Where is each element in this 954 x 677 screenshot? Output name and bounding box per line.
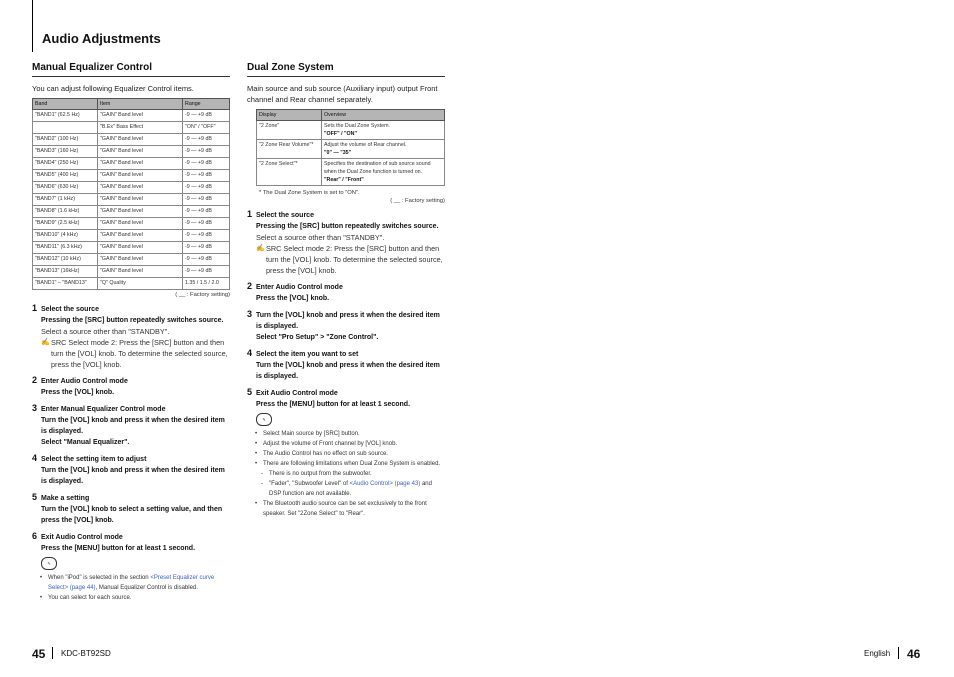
- table-cell: "GAIN" Band level: [98, 170, 183, 182]
- table-cell: "BAND1" (62.5 Hz): [33, 110, 98, 122]
- step-number: 2: [32, 375, 38, 385]
- step-instruction: Turn the [VOL] knob and press it when the desired item is displayed.: [41, 417, 225, 435]
- table-cell: -9 — +9 dB: [183, 218, 230, 230]
- table-cell: "GAIN" Band level: [98, 254, 183, 266]
- table-cell: "BAND11" (6.3 kHz): [33, 242, 98, 254]
- header-rule: [32, 0, 33, 52]
- table-row: [257, 121, 445, 140]
- table-row: [33, 230, 230, 242]
- step-title: Turn the [VOL] knob and press it when the desired item is displayed.: [256, 312, 440, 330]
- pencil-icon: ✍: [41, 339, 50, 346]
- factory-setting-note: ( __ : Factory setting): [175, 292, 230, 298]
- table-cell: [322, 121, 445, 140]
- left-column: [32, 62, 230, 603]
- step: [247, 388, 445, 410]
- table-cell: "BAND6" (630 Hz): [33, 182, 98, 194]
- table-cell: -9 — +9 dB: [183, 194, 230, 206]
- table-header: Range: [183, 99, 230, 110]
- table-cell: "BAND3" (160 Hz): [33, 146, 98, 158]
- page-number-right: 46: [907, 647, 921, 661]
- left-notes: [32, 573, 230, 603]
- language-label: English: [864, 649, 891, 658]
- table-cell: -9 — +9 dB: [183, 170, 230, 182]
- dual-zone-intro: Main source and sub source (Auxiliary input) output Front channel and Rear channel separately.: [247, 84, 438, 104]
- step-instruction: Select "Pro Setup" > "Zone Control".: [256, 334, 379, 341]
- table-cell: -9 — +9 dB: [183, 158, 230, 170]
- table-header: Item: [98, 99, 183, 110]
- table-cell: "GAIN" Band level: [98, 206, 183, 218]
- table-cell: "GAIN" Band level: [98, 218, 183, 230]
- table-cell: "2 Zone": [257, 121, 322, 140]
- step-title: Select the item you want to set: [256, 351, 359, 358]
- note-item: • There are following limitations when Dual Zone System is enabled.: [263, 459, 445, 469]
- table-cell: -9 — +9 dB: [183, 206, 230, 218]
- table-row: [33, 218, 230, 230]
- note-subitem: - "Fader", "Subwoofer Level" of <Audio Control> (page 43) and DSP function are not available.: [263, 479, 445, 499]
- table-row: [33, 254, 230, 266]
- table-row: [33, 122, 230, 134]
- step-instruction: Press the [MENU] button for at least 1 second.: [41, 545, 196, 552]
- step-number: 1: [32, 303, 38, 313]
- table-cell: "BAND8" (1.6 kHz): [33, 206, 98, 218]
- note-item: • When "iPod" is selected in the section <Preset Equalizer curve Select> (page 44), Manual Equalizer Control is disabled.: [48, 573, 230, 593]
- equalizer-intro: You can adjust following Equalizer Control items.: [32, 84, 194, 93]
- table-cell: "BAND13" (16kHz): [33, 266, 98, 278]
- pencil-icon: ✍: [256, 245, 265, 252]
- table-cell: [322, 159, 445, 186]
- step-number: 6: [32, 531, 38, 541]
- note-item: • The Bluetooth audio source can be set exclusively to the front speaker. Set "2Zone Select" to "Rear".: [263, 499, 445, 519]
- dual-zone-footnote: * The Dual Zone System is set to "ON".: [259, 190, 360, 196]
- footer-divider: [898, 647, 899, 659]
- table-cell: "BAND12" (10 kHz): [33, 254, 98, 266]
- table-cell: "BAND2" (100 Hz): [33, 134, 98, 146]
- memo-icon: ✎: [41, 557, 57, 570]
- overview-values: "Rear" / "Front": [324, 177, 364, 183]
- step-title: Enter Manual Equalizer Control mode: [41, 406, 166, 413]
- step-instruction: Select "Manual Equalizer".: [41, 439, 130, 446]
- table-row: [33, 110, 230, 122]
- step-instruction: Turn the [VOL] knob and press it when the desired item is displayed.: [256, 362, 440, 380]
- table-cell: "GAIN" Band level: [98, 194, 183, 206]
- step-number: 2: [247, 281, 253, 291]
- table-cell: "BAND1" – "BAND13": [33, 278, 98, 290]
- step-instruction: Turn the [VOL] knob and press it when the desired item is displayed.: [41, 467, 225, 485]
- note-subitem: - There is no output from the subwoofer.: [263, 469, 445, 479]
- step-number: 3: [247, 309, 253, 319]
- step-number: 5: [247, 387, 253, 397]
- step-title: Enter Audio Control mode: [41, 378, 128, 385]
- table-cell: -9 — +9 dB: [183, 242, 230, 254]
- section-heading-dual-zone: Dual Zone System: [247, 62, 445, 77]
- step: [32, 493, 230, 526]
- table-row: [33, 206, 230, 218]
- step: [32, 532, 230, 554]
- step-text: Select a source other than "STANDBY".: [41, 327, 170, 336]
- table-cell: "BAND4" (250 Hz): [33, 158, 98, 170]
- step: [247, 282, 445, 304]
- table-cell: "2 Zone Select"*: [257, 159, 322, 186]
- step: [32, 404, 230, 448]
- step-title: Exit Audio Control mode: [41, 534, 123, 541]
- table-row: [33, 134, 230, 146]
- dual-zone-table: [256, 109, 445, 186]
- preset-equalizer-link[interactable]: <Preset Equalizer curve Select> (page 44): [48, 575, 215, 591]
- overview-text: Specifies the destination of sub source sound when the Dual Zone function is turned on.: [324, 161, 431, 175]
- step-note-text: SRC Select mode 2: Press the [SRC] button and then turn the [VOL] knob. To determine the selected source, press the [VOL] knob.: [266, 244, 443, 275]
- table-cell: "ON" / "OFF": [183, 122, 230, 134]
- table-cell: "BAND5" (400 Hz): [33, 170, 98, 182]
- table-cell: "GAIN" Band level: [98, 266, 183, 278]
- step-title: Select the source: [41, 306, 99, 313]
- table-row: [33, 170, 230, 182]
- table-cell: "BAND7" (1 kHz): [33, 194, 98, 206]
- step-instruction: Pressing the [SRC] button repeatedly switches source.: [256, 223, 439, 230]
- footer-divider: [52, 647, 53, 659]
- table-cell: "BAND10" (4 kHz): [33, 230, 98, 242]
- step-title: Enter Audio Control mode: [256, 284, 343, 291]
- step-number: 4: [247, 348, 253, 358]
- table-cell: "GAIN" Band level: [98, 242, 183, 254]
- table-cell: -9 — +9 dB: [183, 266, 230, 278]
- step-title: Select the setting item to adjust: [41, 456, 147, 463]
- note-item: • The Audio Control has no effect on sub source.: [263, 449, 445, 459]
- table-cell: [33, 122, 98, 134]
- table-cell: -9 — +9 dB: [183, 230, 230, 242]
- step-note: [41, 337, 230, 370]
- table-cell: "GAIN" Band level: [98, 158, 183, 170]
- step-title: Exit Audio Control mode: [256, 390, 338, 397]
- step: [32, 376, 230, 398]
- table-row: [33, 278, 230, 290]
- table-cell: "GAIN" Band level: [98, 134, 183, 146]
- right-steps: [247, 210, 445, 410]
- table-row: [257, 159, 445, 186]
- step-instruction: Press the [MENU] button for at least 1 second.: [256, 401, 411, 408]
- step-instruction: Press the [VOL] knob.: [41, 389, 115, 396]
- table-cell: "Q" Quality: [98, 278, 183, 290]
- step-note: [256, 243, 445, 276]
- overview-text: Adjust the volume of Rear channel.: [324, 142, 407, 148]
- table-cell: 1.35 / 1.5 / 2.0: [183, 278, 230, 290]
- step-title: Make a setting: [41, 495, 90, 502]
- table-row: [33, 266, 230, 278]
- note-item: • Select Main source by [SRC] button.: [263, 429, 445, 439]
- step: [247, 310, 445, 343]
- page-title: Audio Adjustments: [42, 31, 161, 46]
- audio-control-link[interactable]: <Audio Control> (page 43): [349, 481, 421, 487]
- step-text: Select a source other than "STANDBY".: [256, 233, 385, 242]
- step: [247, 349, 445, 382]
- page-number-left: 45: [32, 647, 46, 661]
- table-header: Band: [33, 99, 98, 110]
- left-steps: [32, 304, 230, 554]
- table-row: [33, 194, 230, 206]
- right-column: [247, 62, 445, 519]
- equalizer-table: [32, 98, 230, 290]
- table-row: [257, 140, 445, 159]
- step: [32, 454, 230, 487]
- step-instruction: Pressing the [SRC] button repeatedly switches source.: [41, 317, 224, 324]
- table-row: [33, 158, 230, 170]
- overview-values: "OFF" / "ON": [324, 131, 357, 137]
- table-cell: -9 — +9 dB: [183, 146, 230, 158]
- table-cell: -9 — +9 dB: [183, 182, 230, 194]
- table-cell: "B.Ex" Bass Effect: [98, 122, 183, 134]
- table-cell: "GAIN" Band level: [98, 230, 183, 242]
- right-notes: [247, 429, 445, 519]
- table-cell: -9 — +9 dB: [183, 254, 230, 266]
- table-cell: "GAIN" Band level: [98, 182, 183, 194]
- table-row: [33, 146, 230, 158]
- memo-icon: ✎: [256, 413, 272, 426]
- step-note-text: SRC Select mode 2: Press the [SRC] button and then turn the [VOL] knob. To determine the selected source, press the [VOL] knob.: [51, 338, 228, 369]
- table-row: [33, 182, 230, 194]
- table-header: Overview: [322, 110, 445, 121]
- step-number: 5: [32, 492, 38, 502]
- note-item: • You can select for each source.: [48, 593, 230, 603]
- step-instruction: Turn the [VOL] knob to select a setting value, and then press the [VOL] knob.: [41, 506, 223, 524]
- note-item: • Adjust the volume of Front channel by [VOL] knob.: [263, 439, 445, 449]
- table-cell: "GAIN" Band level: [98, 146, 183, 158]
- step: [32, 304, 230, 370]
- model-number: KDC-BT92SD: [61, 649, 111, 658]
- step-title: Select the source: [256, 212, 314, 219]
- step-number: 3: [32, 403, 38, 413]
- table-cell: -9 — +9 dB: [183, 110, 230, 122]
- table-header: Display: [257, 110, 322, 121]
- overview-text: Sets the Dual Zone System.: [324, 123, 390, 129]
- table-cell: -9 — +9 dB: [183, 134, 230, 146]
- factory-setting-note: ( __ : Factory setting): [390, 198, 445, 204]
- section-heading-equalizer: Manual Equalizer Control: [32, 62, 230, 77]
- table-cell: "GAIN" Band level: [98, 110, 183, 122]
- table-cell: [322, 140, 445, 159]
- table-row: [33, 242, 230, 254]
- step-number: 4: [32, 453, 38, 463]
- table-cell: "2 Zone Rear Volume"*: [257, 140, 322, 159]
- step-instruction: Press the [VOL] knob.: [256, 295, 330, 302]
- step: [247, 210, 445, 276]
- step-number: 1: [247, 209, 253, 219]
- overview-values: "0" — "35": [324, 150, 352, 156]
- table-cell: "BAND9" (2.5 kHz): [33, 218, 98, 230]
